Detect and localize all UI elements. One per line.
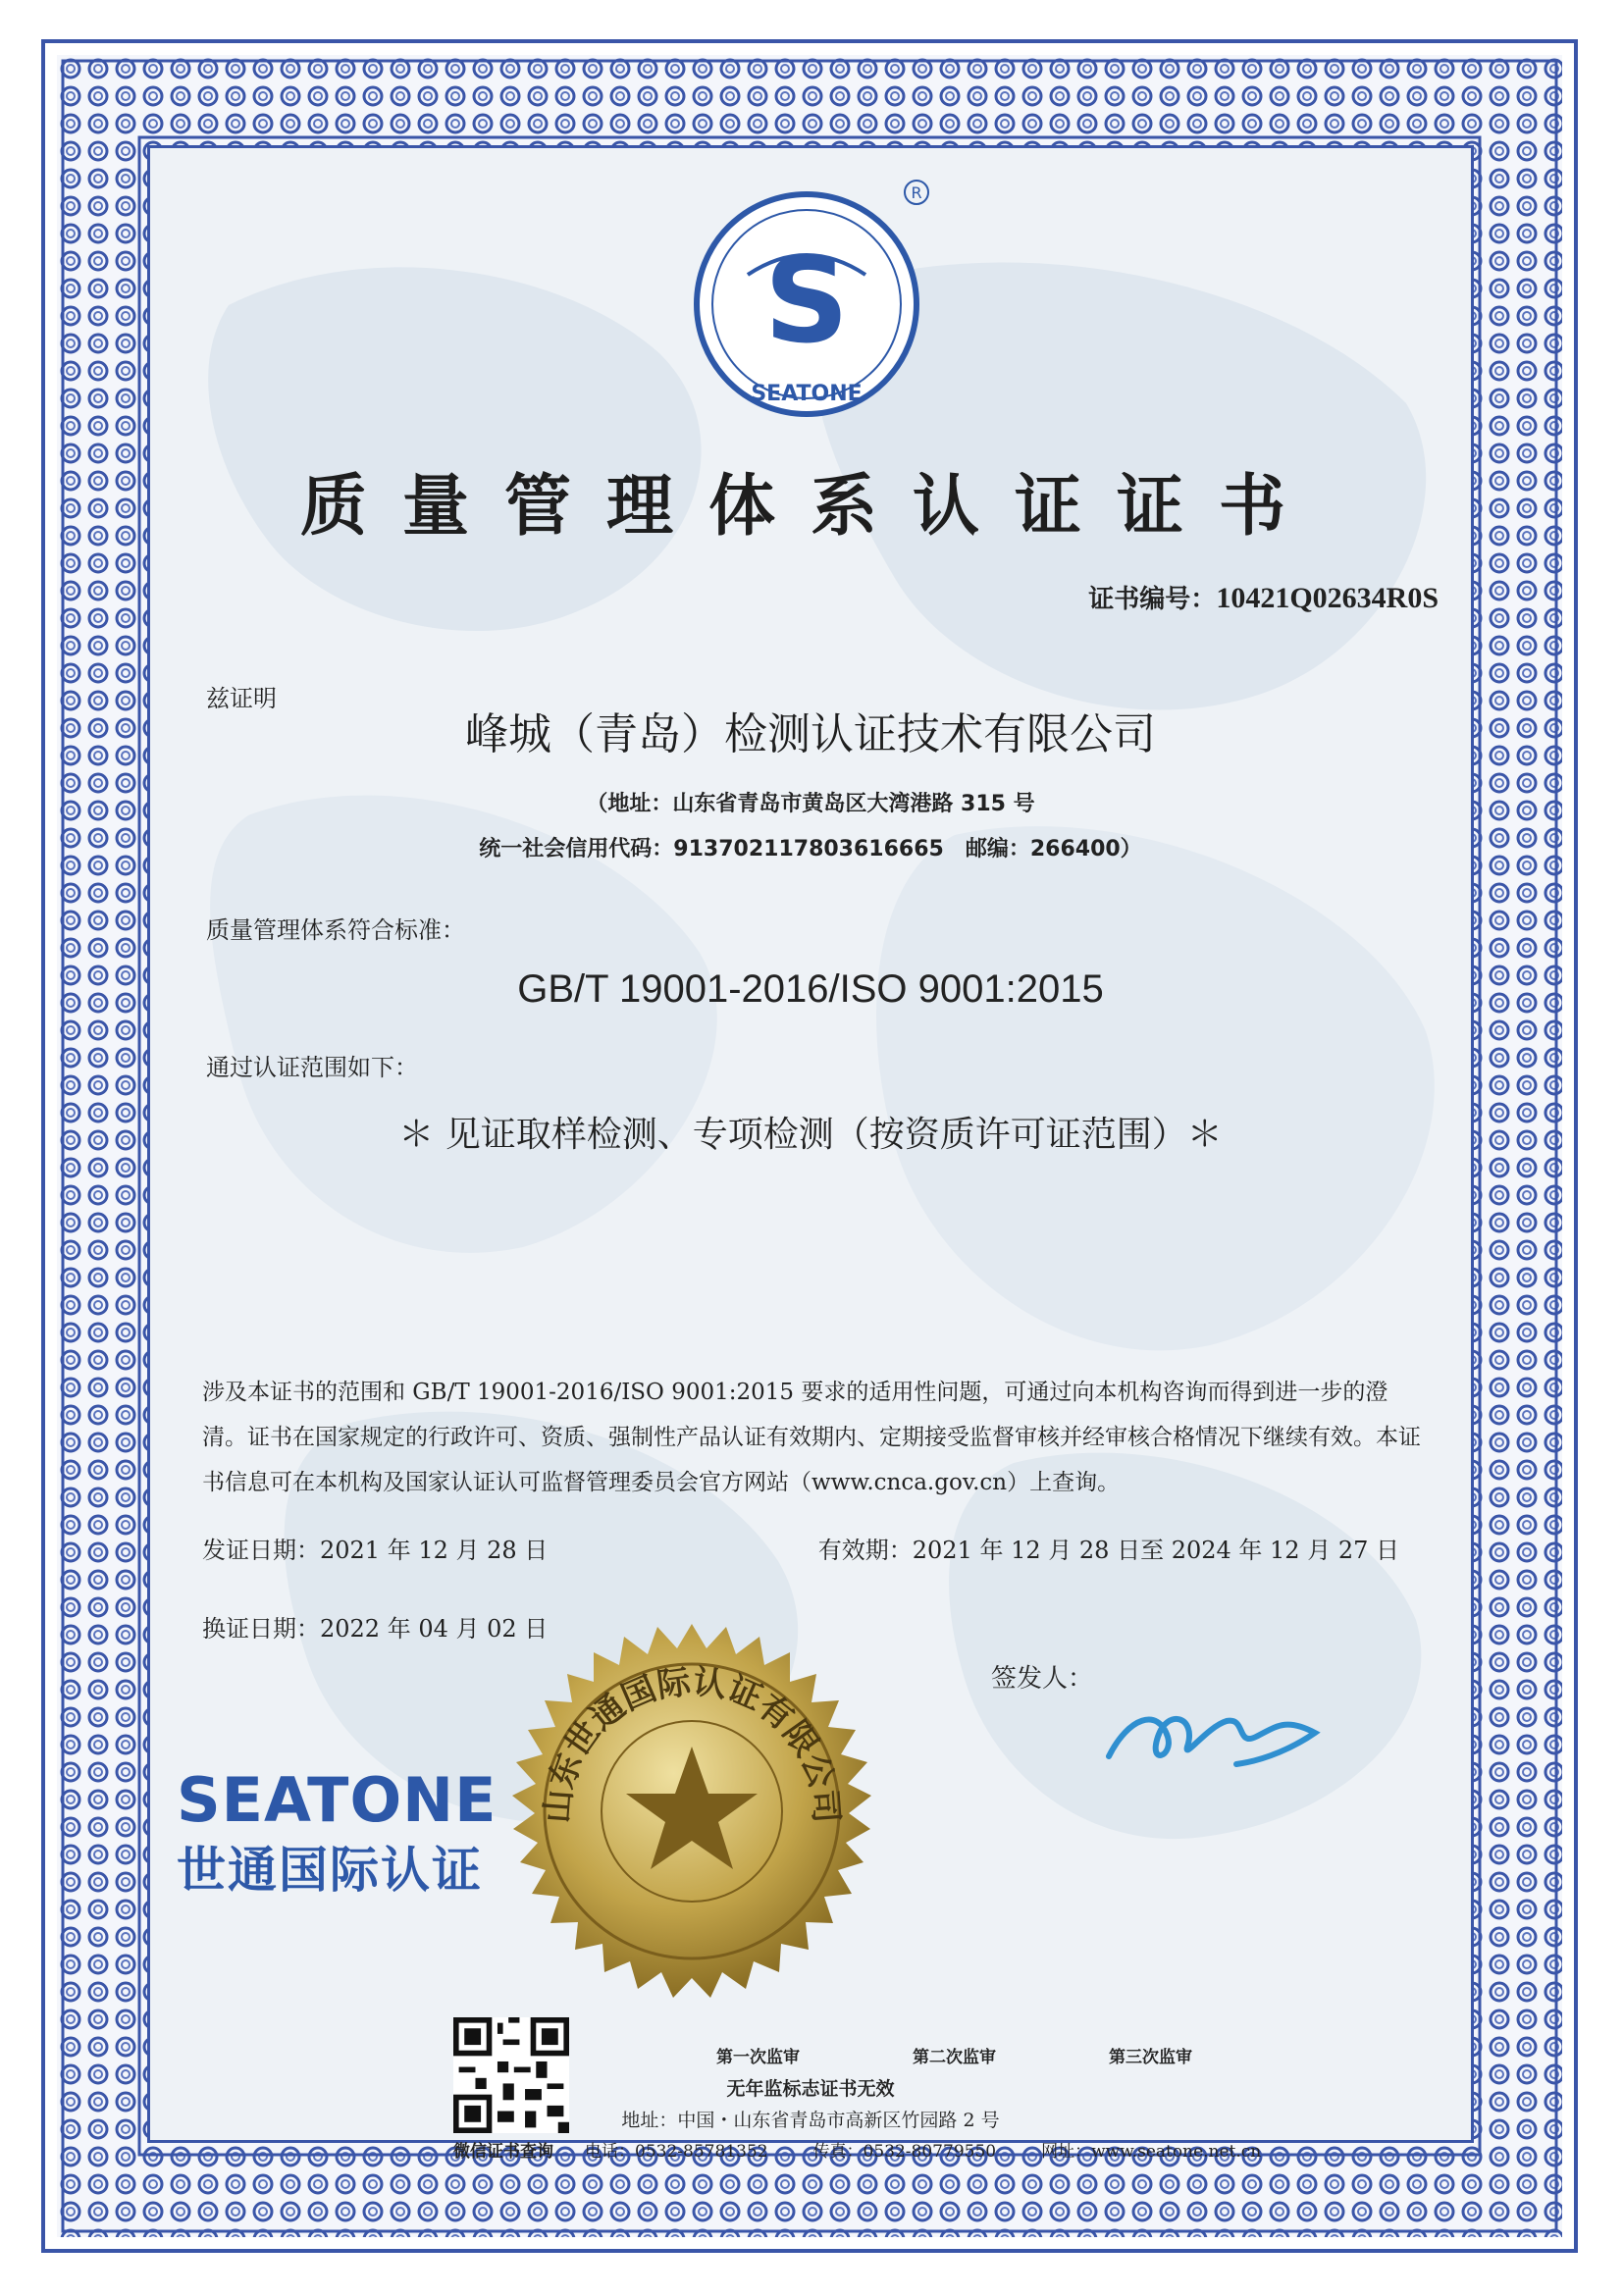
issue-date: 发证日期：2021 年 12 月 28 日 [202,1537,549,1564]
company-credit-code: 统一社会信用代码：913702117803616665 邮编：266400） [479,837,1142,861]
certificate-number-value: 10421Q02634R0S [1216,582,1439,614]
svg-text:R: R [911,183,922,202]
signature-icon [1089,1678,1344,1786]
certificate-number-label: 证书编号： [1088,585,1217,614]
certificate-number [1088,579,1439,615]
svg-text:SEATONE: SEATONE [751,382,863,406]
audit-slot-2: 第二次监审 [913,2048,996,2067]
phone: 电话：0532-85781352 [585,2142,768,2162]
annual-audit-note: 无年监标志证书无效 [726,2078,895,2100]
company-address: （地址：山东省青岛市黄岛区大湾港路 315 号 [586,792,1035,816]
contact-info [585,2137,1306,2162]
qr-label: 微信证书查询 [453,2142,553,2162]
brand-logo-en: SEATONE [177,1764,497,1836]
notice-paragraph: 涉及本证书的范围和 GB/T 19001-2016/ISO 9001:2015 要求的适用性问题，可通过向本机构咨询而得到进一步的澄清。证书在国家规定的行政许可、资质、强制性产品认证有效期内、定期接受监督审核并经审核合格情况下继续有效。本证书信息可在本机构及国家认证认可监督管理委员会官方网站（www.cnca.gov.cn）上查询。 [202,1380,1421,1495]
audit-slot-1: 第一次监审 [716,2048,800,2067]
website: 网址：www.seatone.net.cn [1041,2142,1262,2162]
svg-text:山东世通国际认证有限公司: 山东世通国际认证有限公司 [538,1662,846,1825]
audit-slot-3: 第三次监审 [1109,2048,1192,2067]
hereby-text: 兹证明 [206,685,277,712]
fax: 传真：0532-80779550 [812,2142,997,2162]
brand-logo-cn: 世通国际认证 [177,1842,483,1899]
seatone-emblem-icon [689,167,934,432]
valid-period: 有效期：2021 年 12 月 28 日至 2024 年 12 月 27 日 [817,1537,1399,1564]
gold-seal-icon [491,1619,893,2021]
standard-label: 质量管理体系符合标准： [206,916,465,944]
company-name: 峰城（青岛）检测认证技术有限公司 [465,709,1156,759]
reissue-date: 换证日期：2022 年 04 月 02 日 [202,1615,549,1643]
signer-label: 签发人： [991,1664,1094,1694]
standard-value: GB/T 19001-2016/ISO 9001:2015 [517,967,1104,1011]
svg-text:S: S [763,234,850,370]
organization-address: 地址：中国・山东省青岛市高新区竹园路 2 号 [621,2110,1000,2131]
certificate-title: 质量管理体系认证证书 [299,468,1321,546]
scope-label: 通过认证范围如下： [206,1054,418,1081]
scope-value: ＊ 见证取样检测、专项检测（按资质许可证范围）＊ [398,1115,1223,1155]
